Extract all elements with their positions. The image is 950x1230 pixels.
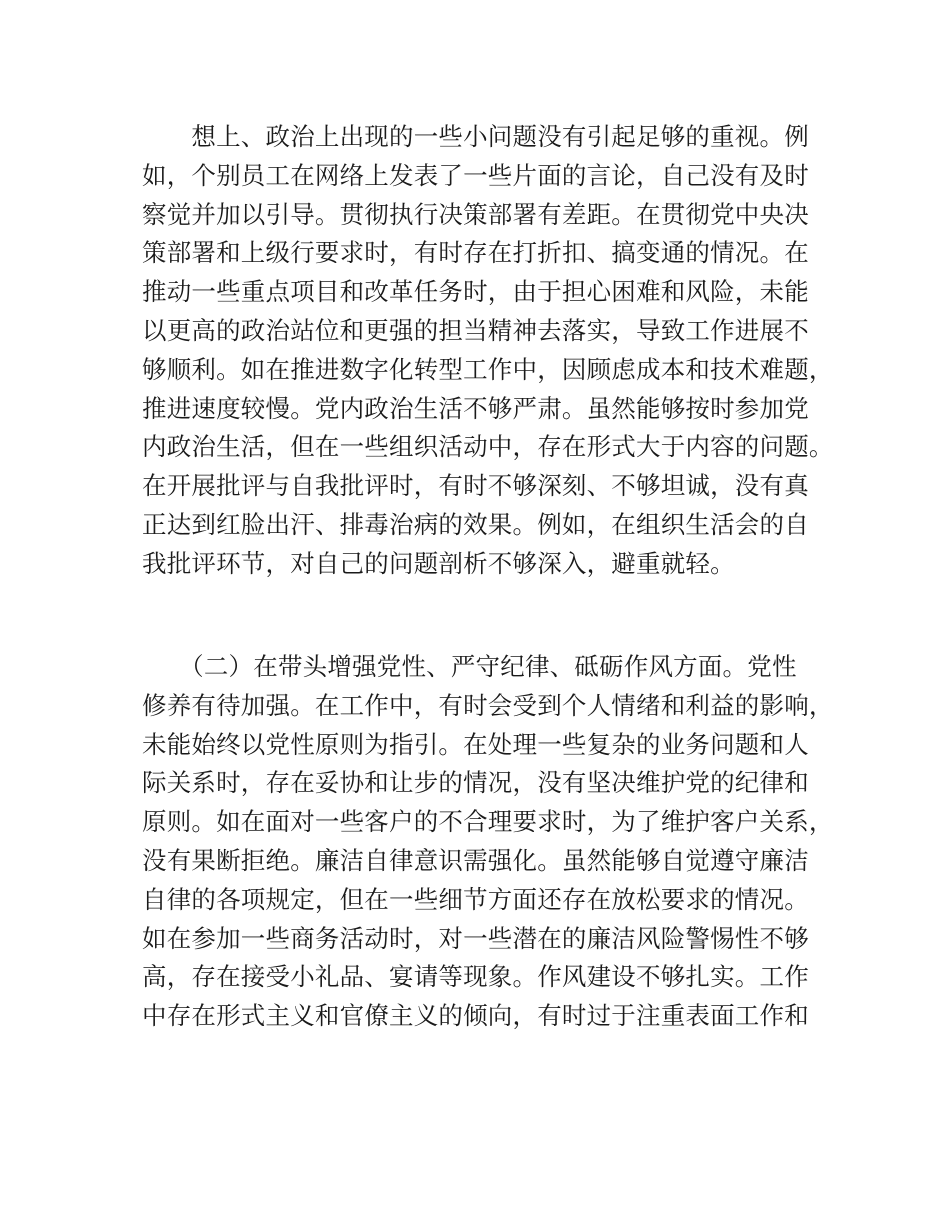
paragraph-line: 高，存在接受小礼品、宴请等现象。作风建设不够扎实。工作 [142, 962, 809, 992]
paragraph-line: 中存在形式主义和官僚主义的倾向，有时过于注重表面工作和 [142, 1001, 809, 1031]
paragraph-line: 察觉并加以引导。贯彻执行决策部署有差距。在贯彻党中央决 [142, 199, 809, 229]
paragraph-line: 际关系时，存在妥协和让步的情况，没有坚决维护党的纪律和 [142, 768, 809, 798]
paragraph-line: 我批评环节，对自己的问题剖析不够深入，避重就轻。 [142, 548, 735, 578]
paragraph-line: 推动一些重点项目和改革任务时，由于担心困难和风险，未能 [142, 277, 809, 307]
paragraph-line: 以更高的政治站位和更强的担当精神去落实，导致工作进展不 [142, 315, 809, 345]
paragraph-line: 内政治生活，但在一些组织活动中，存在形式大于内容的问题。 [142, 432, 834, 462]
paragraph-line: 在开展批评与自我批评时，有时不够深刻、不够坦诚，没有真 [142, 471, 809, 501]
paragraph-line: 原则。如在面对一些客户的不合理要求时，为了维护客户关系， [142, 807, 834, 837]
paragraph-line: 想上、政治上出现的一些小问题没有引起足够的重视。例 [142, 122, 809, 151]
paragraph-line: 如在参加一些商务活动时，对一些潜在的廉洁风险警惕性不够 [142, 923, 809, 953]
paragraph-line: 自律的各项规定，但在一些细节方面还存在放松要求的情况。 [142, 884, 809, 914]
paragraph-line: 未能始终以党性原则为指引。在处理一些复杂的业务问题和人 [142, 729, 809, 759]
paragraph-line: 如，个别员工在网络上发表了一些片面的言论，自己没有及时 [142, 160, 809, 190]
paragraph-line: 够顺利。如在推进数字化转型工作中，因顾虑成本和技术难题， [142, 354, 834, 384]
paragraph-line: 策部署和上级行要求时，有时存在打折扣、搞变通的情况。在 [142, 238, 809, 268]
paragraph-line: （二）在带头增强党性、严守纪律、砥砺作风方面。党性 [142, 652, 797, 681]
paragraph-line: 正达到红脸出汗、排毒治病的效果。例如，在组织生活会的自 [142, 509, 809, 539]
paragraph-2 [142, 648, 832, 1036]
paragraph-line: 推进速度较慢。党内政治生活不够严肃。虽然能够按时参加党 [142, 393, 809, 423]
paragraph-1 [142, 118, 832, 584]
paragraph-line: 修养有待加强。在工作中，有时会受到个人情绪和利益的影响， [142, 690, 834, 720]
paragraph-line: 没有果断拒绝。廉洁自律意识需强化。虽然能够自觉遵守廉洁 [142, 845, 809, 875]
